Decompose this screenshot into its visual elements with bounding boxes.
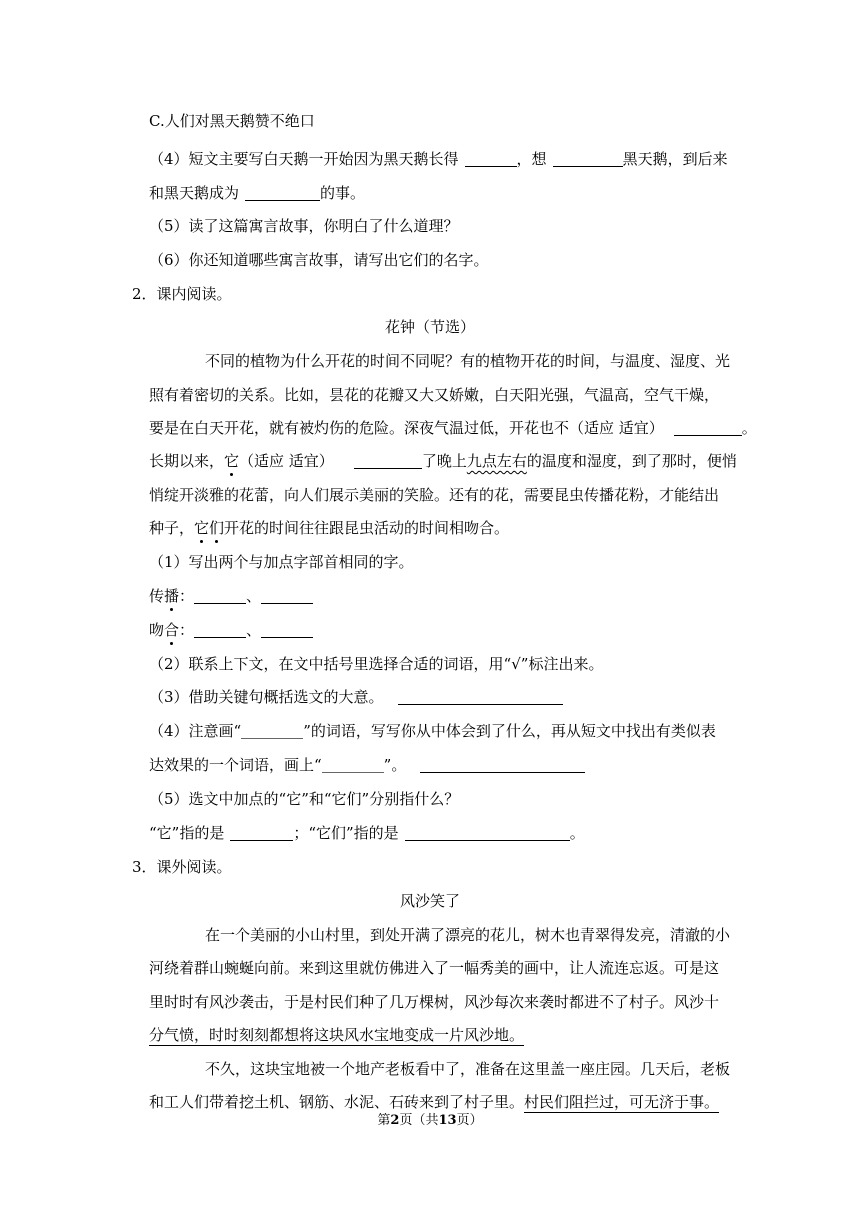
page-number: 2 (390, 1113, 400, 1128)
q1-sub5: （5）读了这篇寓言故事，你明白了什么道理？ (149, 217, 459, 235)
q2-para-line2: 照有着密切的关系。比如，昙花的花瓣又大又娇嫩，白天阳光强，气温高，空气干燥， (149, 386, 720, 404)
page-total: 13 (438, 1113, 457, 1128)
answer-blank[interactable] (674, 420, 742, 436)
answer-blank[interactable] (194, 622, 246, 638)
q3-title: 风沙笑了 (399, 892, 460, 910)
dotted-word-it: 它 (224, 452, 240, 470)
underlined-sentence: 分气愤，时时刻刻都想将这块风水宝地变成一片风沙地。 (149, 1026, 525, 1044)
answer-blank[interactable] (261, 622, 313, 638)
q2-para-line3: 要是在白天开花，就有被灼伤的危险。深夜气温过低，开花也不（适应 适宜） 。 (149, 419, 757, 437)
underline-sample (241, 723, 303, 739)
q2-sub3: （3）借助关键句概括选文的大意。 (149, 687, 563, 707)
q1-sub4-line2: 和黑天鹅成为 的事。 (149, 184, 366, 202)
q3-para-line4 (149, 1025, 524, 1045)
q3-para-line2: 河绕着群山蜿蜒向前。来到这里就仿佛进入了一幅秀美的画中，让人流连忘返。可是这 (149, 959, 720, 977)
wavy-underlined-phrase: 九点左右 (466, 452, 527, 470)
q3-heading: 3．课外阅读。 (132, 858, 232, 876)
answer-blank[interactable] (245, 185, 320, 201)
dotted-word-they: 它们 (194, 519, 225, 537)
answer-blank[interactable] (398, 689, 563, 705)
q2-para-line5: 悄绽开淡雅的花蕾，向人们展示美丽的笑脸。还有的花，需要昆虫传播花粉，才能结出 (149, 486, 720, 504)
answer-blank[interactable] (553, 151, 623, 167)
option-c: C.人们对黑天鹅赞不绝口 (149, 112, 315, 130)
underlined-sentence: 村民们阻拦过，可无济于事。 (524, 1093, 720, 1111)
answer-blank[interactable] (465, 151, 517, 167)
q2-para-line1: 不同的植物为什么开花的时间不同呢？有的植物开花的时间，与温度、湿度、光 (205, 352, 731, 370)
q1-sub4-line1: （4）短文主要写白天鹅一开始因为黑天鹅长得 ，想 黑天鹅，到后来 (149, 150, 728, 168)
q2-title: 花钟（节选） (384, 318, 475, 336)
q1-sub6: （6）你还知道哪些寓言故事，请写出它们的名字。 (149, 251, 489, 269)
answer-blank[interactable] (194, 588, 246, 604)
q2-sub4-line2: 达效果的一个词语，画上“ ”。 (149, 755, 585, 775)
q2-sub1: （1）写出两个与加点字部首相同的字。 (149, 553, 414, 571)
answer-blank[interactable] (354, 453, 422, 469)
answer-blank[interactable] (420, 757, 585, 773)
answer-blank[interactable] (261, 588, 313, 604)
underline-sample (322, 757, 384, 773)
q2-sub2: （2）联系上下文，在文中括号里选择合适的词语，用“√”标注出来。 (149, 655, 604, 673)
q2-word-wenhe: 吻合： 、 (149, 620, 313, 640)
q2-sub5-answers: “它”指的是 ；“它们”指的是 。 (149, 824, 585, 842)
answer-blank[interactable] (405, 825, 570, 841)
q3-para-line6: 和工人们带着挖土机、钢筋、水泥、石砖来到了村子里。村民们阻拦过，可无济于事。 (149, 1093, 720, 1111)
answer-blank[interactable] (230, 825, 293, 841)
q3-para-line5: 不久，这块宝地被一个地产老板看中了，准备在这里盖一座庄园。几天后，老板 (205, 1060, 731, 1078)
page-footer: 第2页（共13页） (377, 1113, 483, 1128)
q2-heading: 2．课内阅读。 (132, 285, 232, 303)
q2-para-line6: 种子，它们开花的时间往往跟昆虫活动的时间相吻合。 (149, 519, 510, 537)
q2-sub4-line1: （4）注意画“ ”的词语，写写你从中体会到了什么，再从短文中找出有类似表 (149, 722, 716, 740)
q2-para-line4: 长期以来，它（适应 适宜） 了晚上九点左右的温度和湿度，到了那时，便悄 (149, 452, 737, 470)
q3-para-line1: 在一个美丽的小山村里，到处开满了漂亮的花儿，树木也青翠得发亮，清澈的小 (205, 926, 731, 944)
q2-word-chuanbo: 传播： 、 (149, 586, 313, 606)
q3-para-line3: 里时时有风沙袭击，于是村民们种了几万棵树，风沙每次来袭时都进不了村子。风沙十 (149, 993, 720, 1011)
q2-sub5: （5）选文中加点的“它”和“它们”分别指什么？ (149, 790, 460, 808)
